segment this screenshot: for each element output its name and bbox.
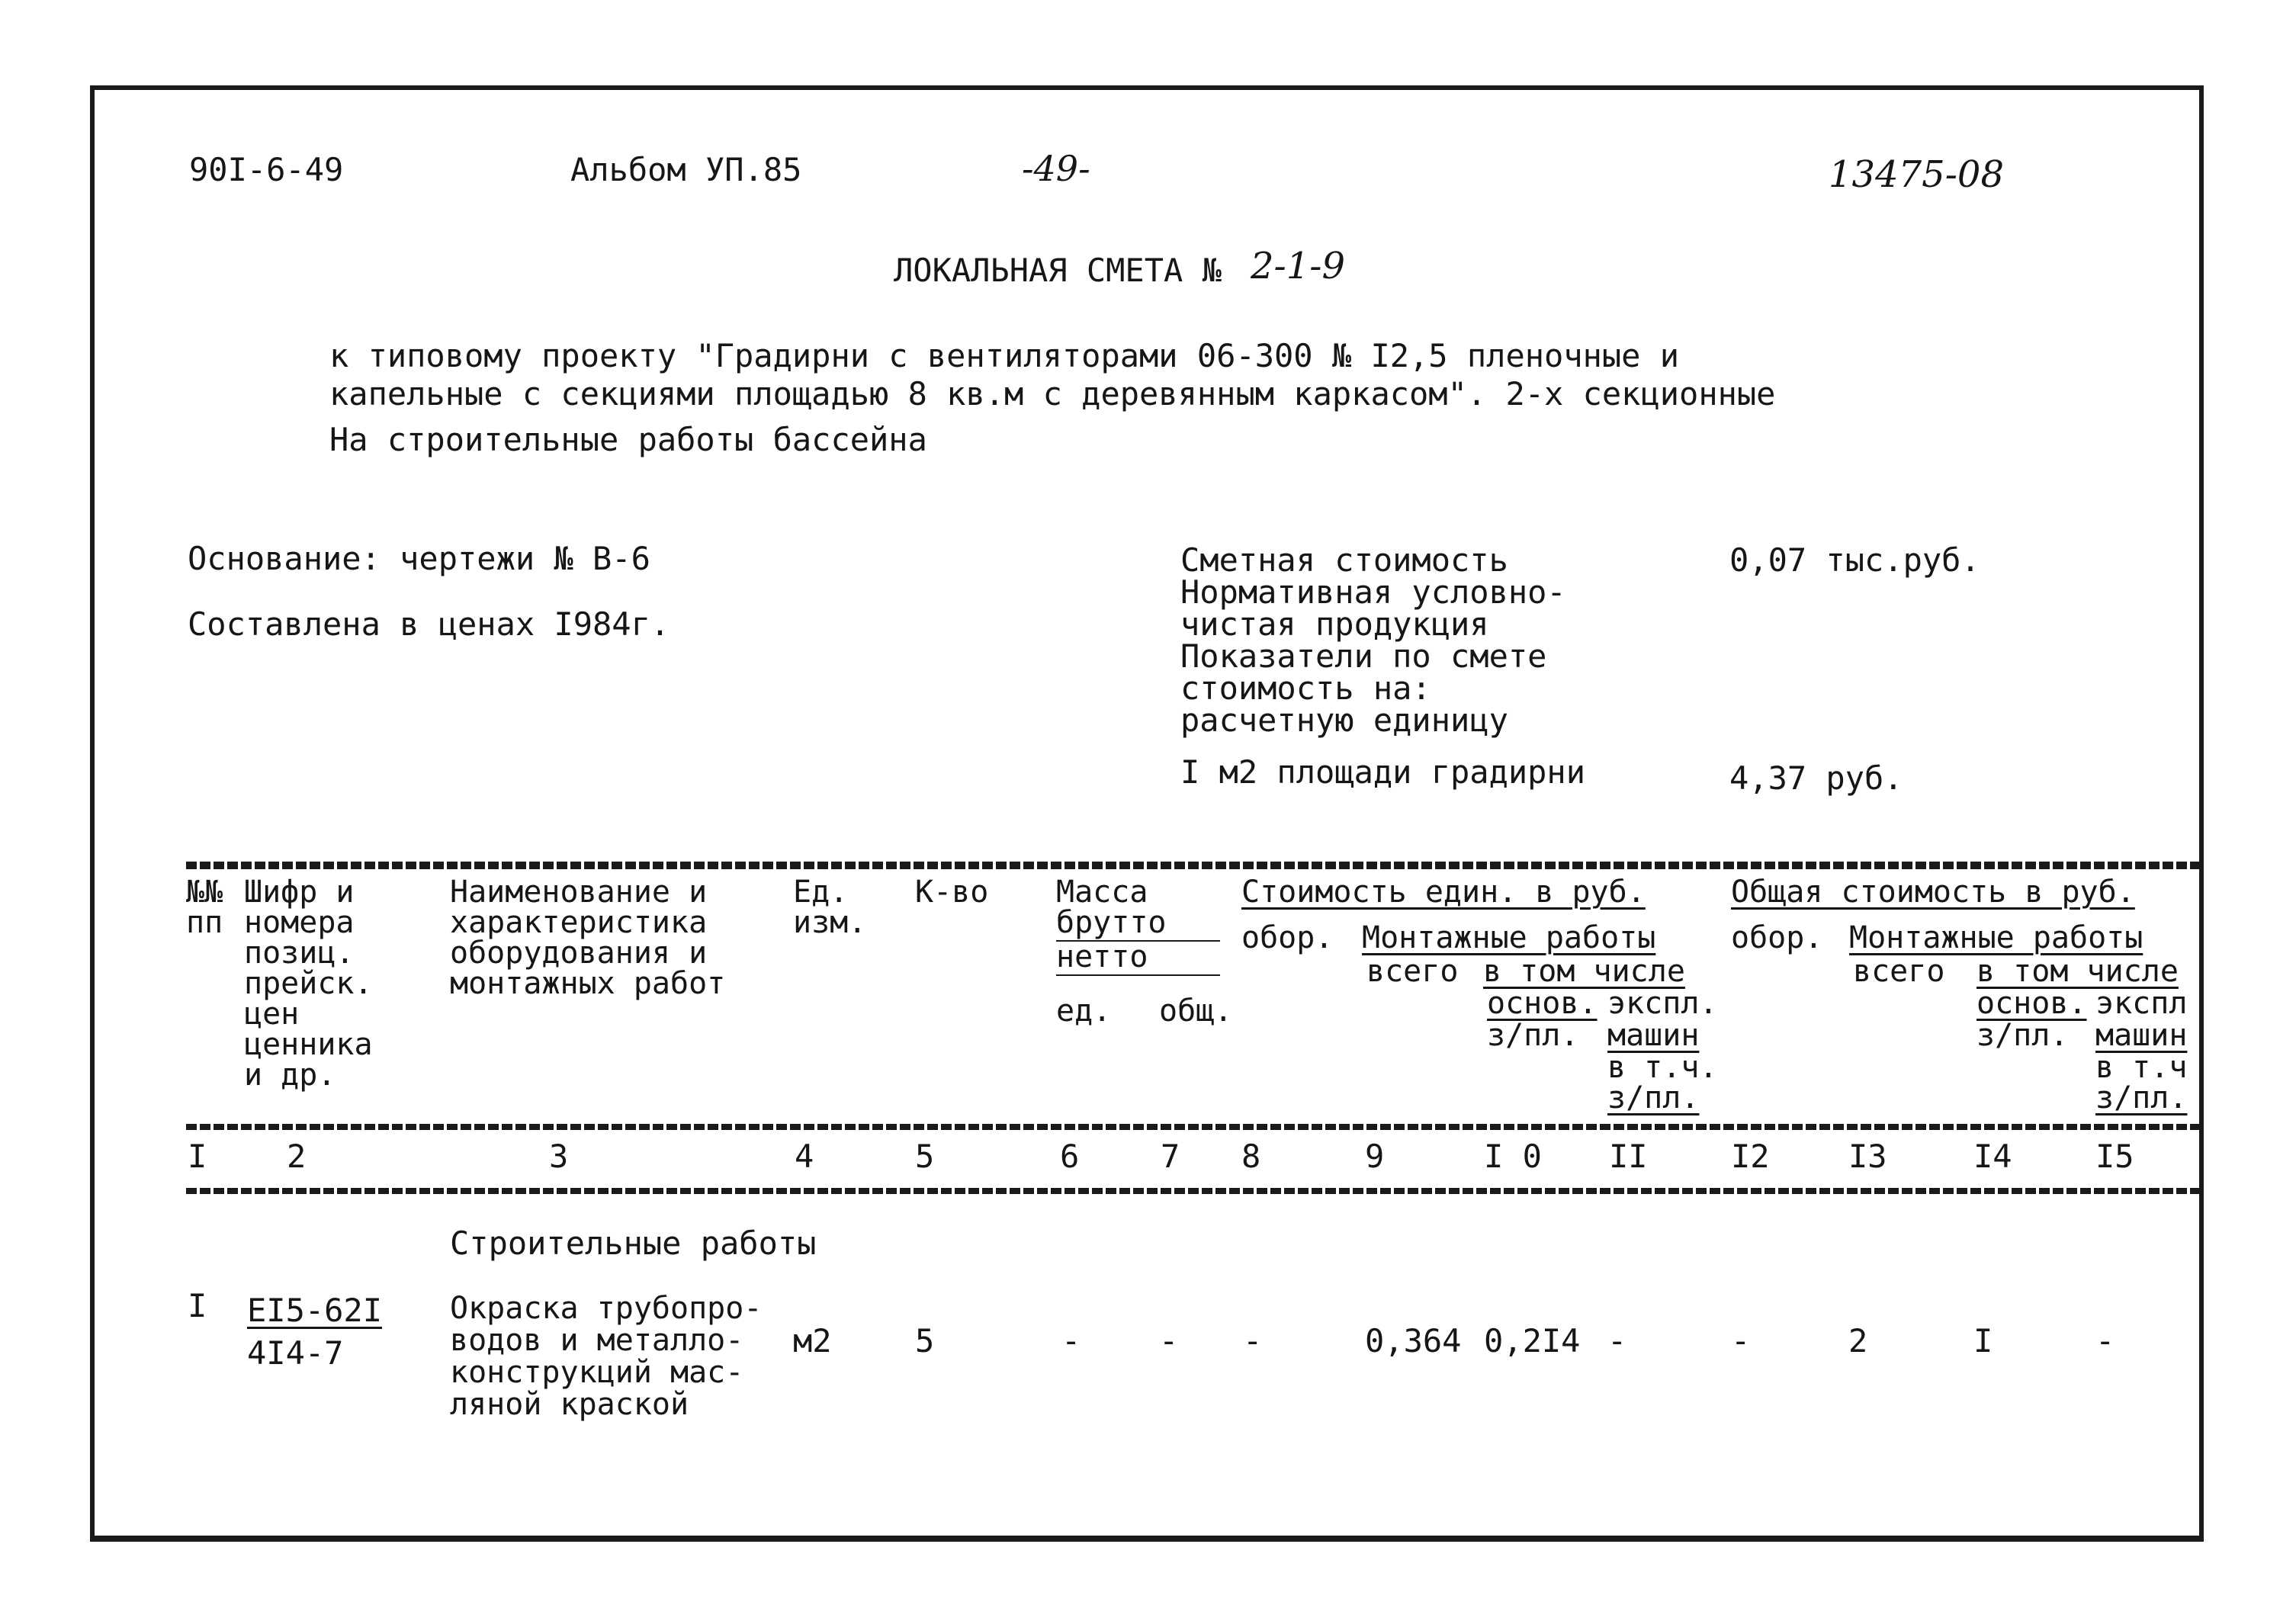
- total-cost-header: Общая стоимость в руб.: [1731, 875, 2135, 910]
- summary-line-2: Нормативная условно-: [1180, 573, 1566, 611]
- row-number: I: [188, 1287, 207, 1324]
- page-number: -49-: [1022, 148, 1090, 189]
- unit-machine-header-1: экспл.: [1607, 986, 1718, 1021]
- col-number-3: 3: [549, 1138, 569, 1175]
- unit-machine-header-4: з/пл.: [1607, 1080, 1700, 1115]
- row-qty: 5: [915, 1322, 935, 1359]
- row-mass-total: -: [1159, 1322, 1179, 1359]
- col-code-header-6: ценника: [244, 1027, 373, 1062]
- subtitle-line-3: На строительные работы бассейна: [329, 421, 927, 458]
- col-number-2: 2: [287, 1138, 307, 1175]
- unit-cost-header: Стоимость един. в руб.: [1241, 875, 1646, 910]
- mass-netto-header: нетто: [1056, 939, 1148, 974]
- album-label: Альбом УП.85: [570, 151, 802, 188]
- row-base-pay: 0,2I4: [1484, 1322, 1581, 1359]
- document-frame: [90, 85, 2204, 1542]
- col-code-header-2: номера: [244, 905, 355, 940]
- col-name-header-3: оборудования и: [450, 936, 708, 971]
- total-incl-header: в том числе: [1976, 954, 2179, 989]
- col-number-15: I5: [2095, 1138, 2134, 1175]
- mass-total-header: общ.: [1159, 993, 1233, 1029]
- table-top-rule: [186, 862, 2199, 869]
- estimate-title: ЛОКАЛЬНАЯ СМЕТА №: [894, 252, 1222, 289]
- col-name-header-4: монтажных работ: [450, 966, 726, 1001]
- col-unit-header-1: Ед.: [793, 875, 849, 910]
- row-mass-unit: -: [1061, 1322, 1081, 1359]
- mass-netto-rule: [1056, 974, 1220, 976]
- row-name-line-1: Окраска трубопро-: [450, 1291, 763, 1326]
- row-equip-total: -: [1731, 1322, 1751, 1359]
- col-num-header-2: пп: [186, 905, 223, 940]
- unit-base-pay-header-1: основ.: [1487, 986, 1598, 1021]
- col-num-header-1: №№: [186, 875, 223, 910]
- summary-line-7: I м2 площади градирни: [1180, 753, 1586, 791]
- total-equipment-header: обор.: [1731, 920, 1823, 955]
- row-name-line-2: водов и металло-: [450, 1323, 744, 1358]
- col-unit-header-2: изм.: [793, 905, 867, 940]
- unit-install-header: Монтажные работы: [1362, 920, 1656, 955]
- unit-install-total-header: всего: [1366, 954, 1459, 989]
- subtitle-line-2: капельные с секциями площадью 8 кв.м с деревянным каркасом". 2-х секционные: [329, 375, 1776, 412]
- total-machine-header-4: з/пл.: [2095, 1080, 2188, 1115]
- col-number-10: I 0: [1484, 1138, 1542, 1175]
- col-code-header-7: и др.: [244, 1058, 336, 1093]
- col-number-6: 6: [1060, 1138, 1080, 1175]
- col-number-1: I: [188, 1138, 207, 1175]
- col-qty-header: К-во: [915, 875, 989, 910]
- order-number: 13475-08: [1829, 153, 2004, 196]
- col-code-header-5: цен: [244, 997, 300, 1032]
- summary-line-6: расчетную единицу: [1180, 701, 1508, 739]
- col-code-header-1: Шифр и: [244, 875, 355, 910]
- unit-equipment-header: обор.: [1241, 920, 1334, 955]
- total-machine-header-1: экспл: [2095, 986, 2188, 1021]
- row-install-total: 0,364: [1365, 1322, 1462, 1359]
- cost-value: 0,07 тыс.руб.: [1729, 541, 1980, 579]
- doc-code: 90I-6-49: [189, 151, 344, 188]
- unit-base-pay-header-2: з/пл.: [1487, 1018, 1579, 1053]
- mass-header: Масса: [1056, 875, 1148, 910]
- row-equip-unit: -: [1243, 1322, 1263, 1359]
- column-numbers-top-rule: [186, 1124, 2199, 1130]
- col-number-11: II: [1609, 1138, 1648, 1175]
- unit-cost-value: 4,37 руб.: [1729, 759, 1903, 797]
- col-number-5: 5: [915, 1138, 935, 1175]
- row-unit: м2: [793, 1322, 832, 1359]
- total-machine-header-2: машин: [2095, 1018, 2188, 1053]
- total-machine-header-3: в т.ч: [2095, 1050, 2188, 1085]
- col-number-9: 9: [1365, 1138, 1385, 1175]
- total-install-total-header: всего: [1853, 954, 1945, 989]
- total-install-header: Монтажные работы: [1849, 920, 2143, 955]
- summary-line-3: чистая продукция: [1180, 605, 1489, 643]
- unit-incl-header: в том числе: [1483, 954, 1685, 989]
- row-name-line-3: конструкций мас-: [450, 1355, 744, 1390]
- row-code-bottom: 4I4-7: [247, 1334, 344, 1372]
- summary-line-1: Сметная стоимость: [1180, 541, 1508, 579]
- col-name-header-2: характеристика: [450, 905, 708, 940]
- row-code-top: EI5-62I: [247, 1292, 383, 1329]
- col-number-7: 7: [1161, 1138, 1180, 1175]
- column-numbers-bottom-rule: [186, 1188, 2199, 1194]
- col-number-13: I3: [1848, 1138, 1887, 1175]
- col-number-14: I4: [1973, 1138, 2012, 1175]
- row-machine: -: [1607, 1322, 1627, 1359]
- unit-machine-header-3: в т.ч.: [1607, 1050, 1718, 1085]
- col-number-4: 4: [795, 1138, 814, 1175]
- summary-line-5: стоимость на:: [1180, 669, 1431, 707]
- prices-line: Составлена в ценах I984г.: [188, 605, 670, 643]
- col-name-header-1: Наименование и: [450, 875, 708, 910]
- col-code-header-4: прейск.: [244, 966, 373, 1001]
- unit-machine-header-2: машин: [1607, 1018, 1700, 1053]
- mass-brutto-header: брутто: [1056, 905, 1167, 940]
- basis-line: Основание: чертежи № В-6: [188, 540, 650, 577]
- col-number-12: I2: [1731, 1138, 1770, 1175]
- section-title: Строительные работы: [450, 1225, 817, 1262]
- mass-unit-header: ед.: [1056, 993, 1112, 1029]
- total-base-pay-header-2: з/пл.: [1976, 1018, 2069, 1053]
- estimate-number: 2-1-9: [1251, 245, 1346, 287]
- row-total-machine: -: [2095, 1322, 2115, 1359]
- row-total-install: 2: [1848, 1322, 1868, 1359]
- total-base-pay-header-1: основ.: [1976, 986, 2087, 1021]
- summary-line-4: Показатели по смете: [1180, 637, 1547, 675]
- col-code-header-3: позиц.: [244, 936, 355, 971]
- subtitle-line-1: к типовому проекту "Градирни с вентиляторами 06-300 № I2,5 пленочные и: [329, 337, 1680, 374]
- col-number-8: 8: [1241, 1138, 1261, 1175]
- row-total-base-pay: I: [1973, 1322, 1993, 1359]
- row-name-line-4: ляной краской: [450, 1387, 689, 1422]
